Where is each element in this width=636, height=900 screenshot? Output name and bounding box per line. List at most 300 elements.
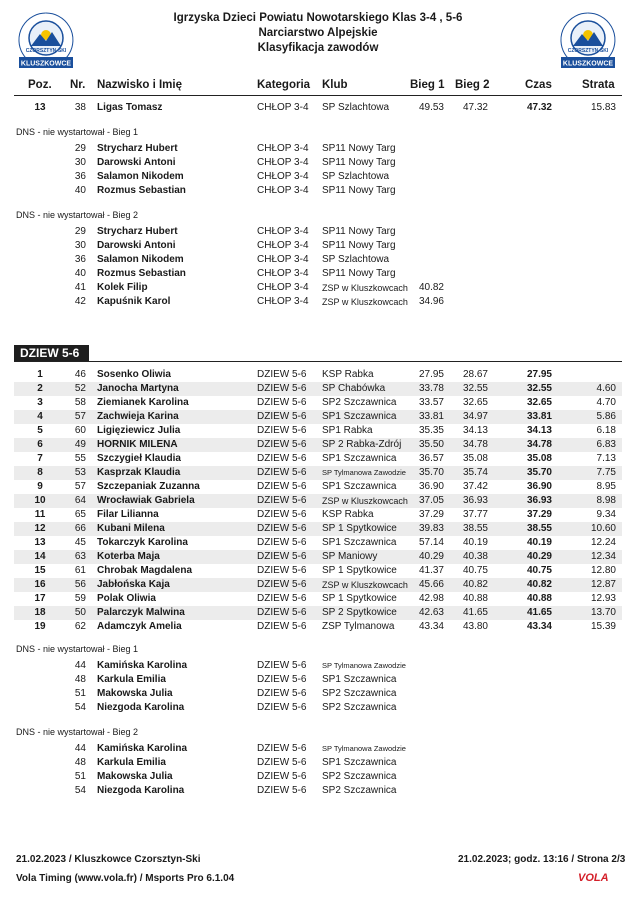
dns-row — [0, 281, 636, 295]
dns-row — [0, 170, 636, 184]
cell-poz: 16 — [34, 579, 46, 590]
cell-b1: 33.57 — [418, 397, 444, 408]
footer-page-info: 21.02.2023; godz. 13:16 / Strona 2/3 — [458, 854, 626, 865]
col-b2: Bieg 2 — [455, 79, 490, 91]
cell-b1: 37.29 — [418, 509, 444, 520]
cell-name: Kamińska Karolina — [97, 660, 188, 671]
cell-poz: 5 — [37, 425, 43, 436]
cell-poz: 3 — [37, 397, 43, 408]
cell-klub: SP Maniowy — [322, 551, 378, 562]
dns-row — [0, 770, 636, 784]
table-row — [0, 508, 636, 522]
cell-name: Ziemianek Karolina — [97, 397, 189, 408]
cell-kat: DZIEW 5-6 — [257, 565, 307, 576]
cell-klub: SP1 Rabka — [322, 425, 373, 436]
cell-klub: SP11 Nowy Targ — [322, 143, 396, 154]
dns-row — [0, 673, 636, 687]
cell-strata: 6.18 — [596, 425, 616, 436]
cell-b2: 32.65 — [462, 397, 488, 408]
cell-nr: 52 — [74, 383, 86, 394]
cell-name: Darowski Antoni — [97, 157, 176, 168]
cell-name: Karkula Emilia — [97, 674, 166, 685]
cell-name: Wrocławiak Gabriela — [97, 495, 195, 506]
dns-row — [0, 253, 636, 267]
cell-nr: 40 — [74, 185, 86, 196]
dns-row — [0, 156, 636, 170]
cell-kat: CHŁOP 3-4 — [257, 254, 309, 265]
table-row — [0, 452, 636, 466]
cell-b2: 40.88 — [462, 593, 488, 604]
cell-b2: 34.97 — [462, 411, 488, 422]
cell-b1: 34.96 — [418, 296, 444, 307]
table-row — [0, 368, 636, 382]
cell-nr: 48 — [74, 674, 86, 685]
cell-klub: ZSP w Kluszkowcach — [322, 496, 408, 506]
cell-b1: 41.37 — [418, 565, 444, 576]
cell-nr: 30 — [74, 157, 86, 168]
cell-strata: 12.80 — [590, 565, 616, 576]
cell-name: Adamczyk Amelia — [97, 621, 182, 632]
cell-b2: 41.65 — [462, 607, 488, 618]
col-name: Nazwisko i Imię — [97, 79, 183, 91]
cell-nr: 62 — [74, 621, 86, 632]
cell-b1: 37.05 — [418, 495, 444, 506]
cell-strata: 4.70 — [596, 397, 616, 408]
cell-nr: 60 — [74, 425, 86, 436]
cell-klub: SP1 Szczawnica — [322, 411, 397, 422]
dns-row — [0, 225, 636, 239]
cell-name: Chrobak Magdalena — [97, 565, 193, 576]
dns-row — [0, 756, 636, 770]
cell-kat: DZIEW 5-6 — [257, 537, 307, 548]
cell-kat: DZIEW 5-6 — [257, 495, 307, 506]
cell-strata: 15.83 — [590, 102, 616, 113]
cell-strata: 9.34 — [596, 509, 616, 520]
cell-czas: 32.65 — [526, 397, 552, 408]
cell-klub: KSP Rabka — [322, 369, 374, 380]
cell-b1: 45.66 — [418, 579, 444, 590]
table-row — [0, 424, 636, 438]
cell-poz: 12 — [34, 523, 46, 534]
cell-nr: 51 — [74, 688, 86, 699]
cell-poz: 13 — [34, 537, 46, 548]
col-strata: Strata — [582, 79, 615, 91]
cell-b2: 47.32 — [462, 102, 488, 113]
cell-strata: 4.60 — [596, 383, 616, 394]
cell-nr: 56 — [74, 579, 86, 590]
cell-czas: 43.34 — [526, 621, 552, 632]
cell-czas: 27.95 — [526, 369, 552, 380]
cell-b2: 40.19 — [462, 537, 488, 548]
cell-nr: 45 — [74, 537, 86, 548]
cell-klub: SP11 Nowy Targ — [322, 240, 396, 251]
cell-kat: DZIEW 5-6 — [257, 688, 307, 699]
dns-row — [0, 687, 636, 701]
cell-czas: 35.70 — [526, 467, 552, 478]
cell-klub: SP2 Szczawnica — [322, 702, 397, 713]
cell-klub: SP2 Szczawnica — [322, 785, 397, 796]
cell-name: Szczygieł Klaudia — [97, 453, 181, 464]
cell-strata: 12.93 — [590, 593, 616, 604]
cell-name: Kasprzak Klaudia — [97, 467, 181, 478]
cell-klub: ZSP w Kluszkowcach — [322, 580, 408, 590]
table-row — [0, 536, 636, 550]
dns-label: DNS - nie wystartował - Bieg 1 — [16, 127, 139, 137]
cell-czas: 47.32 — [526, 102, 552, 113]
cell-czas: 34.78 — [526, 439, 552, 450]
cell-b2: 40.82 — [462, 579, 488, 590]
cell-nr: 54 — [74, 702, 86, 713]
cell-klub: ZSP Tylmanowa — [322, 621, 395, 632]
cell-nr: 29 — [74, 226, 86, 237]
cell-kat: DZIEW 5-6 — [257, 551, 307, 562]
col-nr: Nr. — [70, 79, 86, 91]
cell-name: Szczepaniak Zuzanna — [97, 481, 200, 492]
cell-name: Rozmus Sebastian — [97, 185, 186, 196]
cell-strata: 15.39 — [590, 621, 616, 632]
cell-nr: 48 — [74, 757, 86, 768]
cell-b2: 38.55 — [462, 523, 488, 534]
cell-nr: 57 — [74, 481, 86, 492]
page-subtitle: Narciarstwo Alpejskie — [258, 27, 378, 39]
cell-klub: SP 2 Spytkowice — [322, 607, 397, 618]
cell-kat: DZIEW 5-6 — [257, 425, 307, 436]
table-row — [14, 606, 622, 620]
cell-czas: 35.08 — [526, 453, 552, 464]
col-czas: Czas — [525, 79, 552, 91]
cell-name: Janocha Martyna — [97, 383, 179, 394]
cell-klub: SP Szlachtowa — [322, 254, 390, 265]
cell-poz: 10 — [34, 495, 46, 506]
table-row — [0, 396, 636, 410]
cell-kat: DZIEW 5-6 — [257, 411, 307, 422]
cell-czas: 36.93 — [526, 495, 552, 506]
cell-poz: 1 — [37, 369, 43, 380]
cell-klub: SP2 Szczawnica — [322, 771, 397, 782]
dns-label: DNS - nie wystartował - Bieg 2 — [16, 210, 139, 220]
col-kat: Kategoria — [257, 79, 311, 91]
cell-poz: 2 — [37, 383, 43, 394]
cell-name: Tokarczyk Karolina — [97, 537, 188, 548]
cell-kat: CHŁOP 3-4 — [257, 171, 309, 182]
cell-poz: 7 — [37, 453, 43, 464]
cell-b2: 40.38 — [462, 551, 488, 562]
table-row — [0, 620, 636, 634]
cell-klub: SP2 Szczawnica — [322, 397, 397, 408]
table-row — [14, 438, 622, 452]
cell-nr: 63 — [74, 551, 86, 562]
cell-czas: 41.65 — [526, 607, 552, 618]
col-klub: Klub — [322, 79, 348, 91]
cell-name: Kubani Milena — [97, 523, 165, 534]
cell-strata: 5.86 — [596, 411, 616, 422]
cell-nr: 55 — [74, 453, 86, 464]
page-title: Igrzyska Dzieci Powiatu Nowotarskiego Klas 3-4 , 5-6 — [173, 12, 463, 24]
cell-kat: DZIEW 5-6 — [257, 771, 307, 782]
cell-name: Darowski Antoni — [97, 240, 176, 251]
cell-name: Makowska Julia — [97, 688, 173, 699]
table-row — [0, 101, 636, 115]
cell-name: Niezgoda Karolina — [97, 702, 185, 713]
cell-klub: SP Szlachtowa — [322, 171, 390, 182]
cell-klub: SP Tylmanowa Zawodzie — [322, 468, 406, 477]
cell-kat: DZIEW 5-6 — [257, 743, 307, 754]
cell-klub: SP1 Szczawnica — [322, 453, 397, 464]
cell-poz: 13 — [34, 102, 46, 113]
cell-b2: 40.75 — [462, 565, 488, 576]
cell-name: Salamon Nikodem — [97, 254, 184, 265]
cell-name: Kolek Filip — [97, 282, 148, 293]
cell-nr: 36 — [74, 171, 86, 182]
cell-b2: 43.80 — [462, 621, 488, 632]
cell-klub: SP1 Szczawnica — [322, 481, 397, 492]
dns-row — [0, 701, 636, 715]
cell-klub: SP1 Szczawnica — [322, 674, 397, 685]
cell-nr: 50 — [74, 607, 86, 618]
footer-timing: Vola Timing (www.vola.fr) / Msports Pro 6.1.04 — [16, 873, 235, 884]
cell-kat: DZIEW 5-6 — [257, 757, 307, 768]
table-row — [14, 522, 622, 536]
cell-b1: 43.34 — [418, 621, 444, 632]
cell-kat: DZIEW 5-6 — [257, 397, 307, 408]
cell-strata: 8.95 — [596, 481, 616, 492]
cell-b1: 35.70 — [418, 467, 444, 478]
dns-row — [0, 267, 636, 281]
cell-name: Makowska Julia — [97, 771, 173, 782]
cell-klub: SP 2 Rabka-Zdrój — [322, 439, 402, 450]
cell-nr: 64 — [74, 495, 86, 506]
logo-bottom-text-left: KLUSZKOWCE — [20, 60, 72, 68]
cell-name: Filar Lilianna — [97, 509, 159, 520]
table-row — [14, 410, 622, 424]
cell-czas: 40.29 — [526, 551, 552, 562]
cell-czas: 32.55 — [526, 383, 552, 394]
cell-nr: 38 — [74, 102, 86, 113]
cell-b1: 57.14 — [418, 537, 444, 548]
cell-poz: 14 — [34, 551, 46, 562]
cell-b2: 36.93 — [462, 495, 488, 506]
dns-row — [0, 295, 636, 309]
cell-kat: CHŁOP 3-4 — [257, 282, 309, 293]
logo-mid-text-right: CZORSZTYN-SKI — [567, 48, 609, 54]
dns-row — [0, 659, 636, 673]
cell-kat: DZIEW 5-6 — [257, 523, 307, 534]
cell-nr: 65 — [74, 509, 86, 520]
cell-name: Palarczyk Malwina — [97, 607, 185, 618]
cell-kat: DZIEW 5-6 — [257, 593, 307, 604]
footer-date-place: 21.02.2023 / Kluszkowce Czorsztyn-Ski — [16, 854, 201, 865]
category-bar — [14, 345, 622, 362]
cell-nr: 36 — [74, 254, 86, 265]
cell-czas: 33.81 — [526, 411, 552, 422]
cell-nr: 49 — [74, 439, 86, 450]
vola-logo: VOLA — [578, 872, 609, 884]
table-row — [14, 578, 622, 592]
table-row — [0, 592, 636, 606]
dns-label: DNS - nie wystartował - Bieg 1 — [16, 644, 139, 654]
cell-strata: 6.83 — [596, 439, 616, 450]
cell-kat: DZIEW 5-6 — [257, 607, 307, 618]
cell-b2: 35.08 — [462, 453, 488, 464]
cell-poz: 11 — [34, 509, 46, 520]
cell-nr: 57 — [74, 411, 86, 422]
cell-nr: 29 — [74, 143, 86, 154]
cell-b1: 42.98 — [418, 593, 444, 604]
cell-kat: DZIEW 5-6 — [257, 439, 307, 450]
cell-name: Polak Oliwia — [97, 593, 156, 604]
cell-name: Kapuśnik Karol — [97, 296, 171, 307]
cell-klub: SP11 Nowy Targ — [322, 268, 396, 279]
cell-czas: 38.55 — [526, 523, 552, 534]
cell-czas: 36.90 — [526, 481, 552, 492]
cell-kat: DZIEW 5-6 — [257, 702, 307, 713]
cell-nr: 54 — [74, 785, 86, 796]
cell-strata: 13.70 — [590, 607, 616, 618]
cell-klub: SP Chabówka — [322, 383, 386, 394]
cell-name: Jabłońska Kaja — [97, 579, 170, 590]
cell-strata: 8.98 — [596, 495, 616, 506]
cell-strata: 7.75 — [596, 467, 616, 478]
col-poz: Poz. — [28, 79, 52, 91]
cell-czas: 40.82 — [526, 579, 552, 590]
cell-name: Rozmus Sebastian — [97, 268, 186, 279]
cell-poz: 4 — [37, 411, 43, 422]
cell-kat: CHŁOP 3-4 — [257, 226, 309, 237]
cell-kat: DZIEW 5-6 — [257, 621, 307, 632]
cell-klub: SP11 Nowy Targ — [322, 185, 396, 196]
cell-poz: 18 — [34, 607, 46, 618]
cell-name: Ligięziewicz Julia — [97, 425, 181, 436]
cell-klub: SP11 Nowy Targ — [322, 226, 396, 237]
cell-name: Strycharz Hubert — [97, 226, 178, 237]
cell-poz: 6 — [37, 439, 43, 450]
cell-name: Sosenko Oliwia — [97, 369, 171, 380]
cell-nr: 51 — [74, 771, 86, 782]
cell-kat: CHŁOP 3-4 — [257, 143, 309, 154]
dns-label: DNS - nie wystartował - Bieg 2 — [16, 727, 139, 737]
cell-czas: 34.13 — [526, 425, 552, 436]
cell-strata: 7.13 — [596, 453, 616, 464]
cell-nr: 66 — [74, 523, 86, 534]
cell-strata: 12.24 — [590, 537, 616, 548]
cell-b1: 33.78 — [418, 383, 444, 394]
cell-klub: SP1 Szczawnica — [322, 537, 397, 548]
cell-name: Koterba Maja — [97, 551, 160, 562]
table-row — [14, 550, 622, 564]
cell-b1: 40.82 — [418, 282, 444, 293]
cell-kat: DZIEW 5-6 — [257, 660, 307, 671]
logo-mid-text-left: CZORSZTYN-SKI — [25, 48, 67, 54]
cell-poz: 15 — [34, 565, 46, 576]
cell-kat: CHŁOP 3-4 — [257, 185, 309, 196]
cell-klub: SP2 Szczawnica — [322, 688, 397, 699]
table-row — [14, 494, 622, 508]
logo-bottom-text-right: KLUSZKOWCE — [562, 60, 614, 68]
cell-kat: CHŁOP 3-4 — [257, 102, 309, 113]
cell-klub: SP Tylmanowa Zawodzie — [322, 744, 406, 753]
cell-poz: 19 — [34, 621, 46, 632]
col-b1: Bieg 1 — [410, 79, 445, 91]
cell-poz: 8 — [37, 467, 43, 478]
cell-b2: 28.67 — [462, 369, 488, 380]
cell-nr: 30 — [74, 240, 86, 251]
cell-nr: 40 — [74, 268, 86, 279]
cell-nr: 44 — [74, 743, 86, 754]
cell-poz: 17 — [34, 593, 46, 604]
cell-kat: DZIEW 5-6 — [257, 579, 307, 590]
table-row — [14, 382, 622, 396]
cell-kat: CHŁOP 3-4 — [257, 296, 309, 307]
table-row — [0, 564, 636, 578]
cell-czas: 40.19 — [526, 537, 552, 548]
cell-b1: 35.35 — [418, 425, 444, 436]
cell-klub: SP 1 Spytkowice — [322, 593, 397, 604]
cell-b1: 27.95 — [418, 369, 444, 380]
dns-row — [0, 742, 636, 756]
cell-kat: DZIEW 5-6 — [257, 453, 307, 464]
cell-name: Strycharz Hubert — [97, 143, 178, 154]
cell-name: Niezgoda Karolina — [97, 785, 185, 796]
cell-kat: CHŁOP 3-4 — [257, 157, 309, 168]
cell-nr: 41 — [74, 282, 86, 293]
cell-strata: 12.34 — [590, 551, 616, 562]
cell-b1: 33.81 — [418, 411, 444, 422]
cell-b2: 34.13 — [462, 425, 488, 436]
cell-kat: DZIEW 5-6 — [257, 481, 307, 492]
cell-b2: 35.74 — [462, 467, 488, 478]
cell-name: Zachwieja Karina — [97, 411, 179, 422]
cell-kat: DZIEW 5-6 — [257, 509, 307, 520]
cell-klub: SP Szlachtowa — [322, 102, 390, 113]
cell-czas: 37.29 — [526, 509, 552, 520]
cell-kat: DZIEW 5-6 — [257, 785, 307, 796]
category-label: DZIEW 5-6 — [14, 345, 89, 361]
cell-poz: 9 — [37, 481, 43, 492]
cell-klub: SP 1 Spytkowice — [322, 523, 397, 534]
cell-kat: DZIEW 5-6 — [257, 383, 307, 394]
cell-nr: 53 — [74, 467, 86, 478]
cell-nr: 46 — [74, 369, 86, 380]
cell-czas: 40.75 — [526, 565, 552, 576]
cell-nr: 61 — [74, 565, 86, 576]
cell-kat: DZIEW 5-6 — [257, 369, 307, 380]
cell-name: Karkula Emilia — [97, 757, 166, 768]
cell-klub: SP1 Szczawnica — [322, 757, 397, 768]
cell-b2: 37.77 — [462, 509, 488, 520]
cell-kat: CHŁOP 3-4 — [257, 268, 309, 279]
cell-b1: 36.57 — [418, 453, 444, 464]
cell-b2: 32.55 — [462, 383, 488, 394]
cell-b1: 39.83 — [418, 523, 444, 534]
cell-b1: 42.63 — [418, 607, 444, 618]
dns-row — [0, 239, 636, 253]
cell-kat: CHŁOP 3-4 — [257, 240, 309, 251]
cell-klub: ZSP w Kluszkowcach — [322, 283, 408, 293]
cell-czas: 40.88 — [526, 593, 552, 604]
cell-nr: 58 — [74, 397, 86, 408]
cell-klub: SP 1 Spytkowice — [322, 565, 397, 576]
cell-nr: 59 — [74, 593, 86, 604]
cell-b2: 34.78 — [462, 439, 488, 450]
cell-nr: 42 — [74, 296, 86, 307]
dns-row — [0, 142, 636, 156]
cell-b1: 49.53 — [418, 102, 444, 113]
cell-strata: 12.87 — [590, 579, 616, 590]
cell-b1: 36.90 — [418, 481, 444, 492]
cell-strata: 10.60 — [590, 523, 616, 534]
cell-kat: DZIEW 5-6 — [257, 467, 307, 478]
cell-name: Salamon Nikodem — [97, 171, 184, 182]
